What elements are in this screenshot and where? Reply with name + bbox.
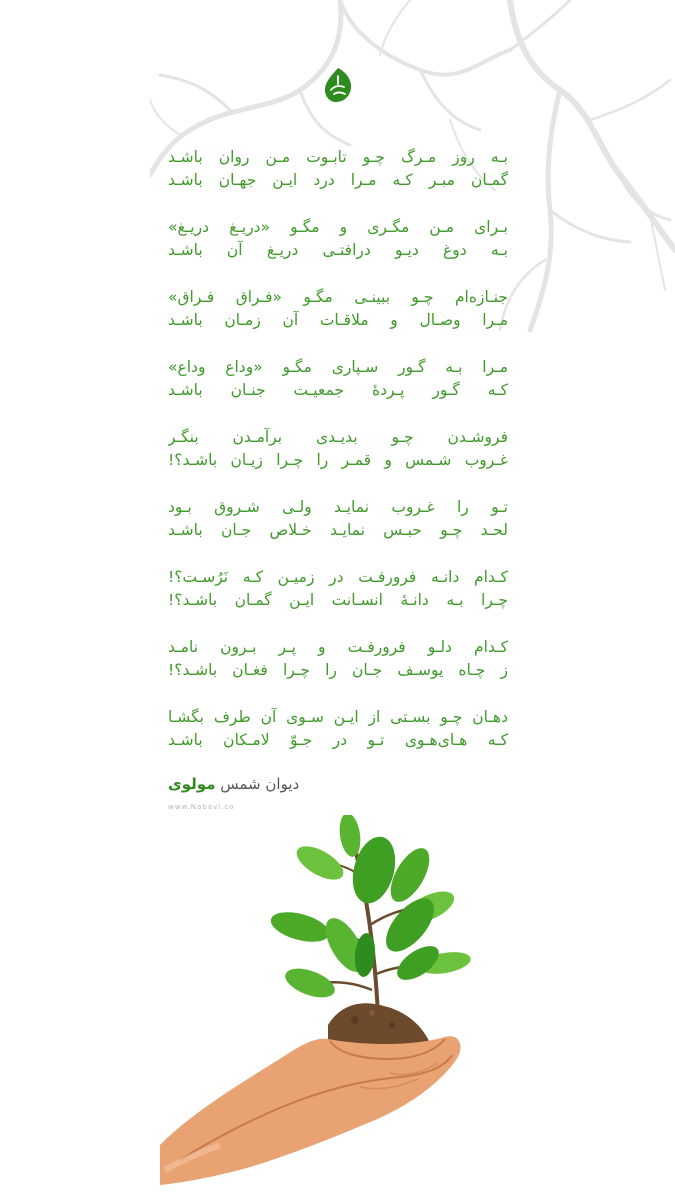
poem-line: بـرای مـن مگـری و مگـو «دریـغ دریـغ» [168, 218, 508, 236]
poem-line: گمـان مبـر کـه مـرا درد ایـن جهـان باشـد [168, 171, 508, 189]
poem-line: کـه گـور پـردهٔ جمعیـت جنـان باشـد [168, 381, 508, 399]
poem-line: لحـد چـو حبـس نمایـد خـلاص جـان باشـد [168, 521, 508, 539]
poem-line: بـه روز مـرگ چـو تابـوت مـن روان باشـد [168, 148, 508, 166]
poem-line: مـرا وصـال و ملاقـات آن زمـان باشـد [168, 311, 508, 329]
website-watermark: www.Nabavi.co [168, 803, 235, 811]
poem-line: غـروب شـمس و قمـر را چـرا زیـان باشـد؟! [168, 451, 508, 469]
poem-line: تـو را غـروب نمایـد ولـی شـروق بـود [168, 498, 508, 516]
poet-name: مولوی [168, 775, 216, 793]
poem-line: بـه دوغ دیـو درافتـی دریـغ آن باشـد [168, 241, 508, 259]
stanza-4 [168, 356, 508, 402]
poem-line: کـه هـای‌هـوی تـو در جـوّ لامـکان باشـد [168, 731, 508, 749]
stanza-1 [168, 146, 508, 192]
poem-line: دهـان چـو بسـتی از ایـن سـوی آن طرف بگشـا [168, 708, 508, 726]
stanza-3 [168, 286, 508, 332]
stanza-6 [168, 496, 508, 542]
poem-line: ز چـاه یوسـف جـان را چـرا فغـان باشـد؟! [168, 661, 508, 679]
stanza-9 [168, 706, 508, 752]
poem-line: چـرا بـه دانـهٔ انسـانت ایـن گمـان باشـد؟! [168, 591, 508, 609]
poem-line: کـدام دانـه فرورفـت در زمیـن کـه نَرُسـت؟! [168, 568, 508, 586]
book-title: دیوان شمس [220, 775, 300, 793]
poem [168, 146, 508, 776]
stanza-5 [168, 426, 508, 472]
poem-line: کـدام دلـو فرورفـت و پـر بـرون نامـد [168, 638, 508, 656]
stanza-7 [168, 566, 508, 612]
hands-holding-sapling-illustration [160, 815, 490, 1185]
poem-source [168, 775, 299, 793]
poem-line: مـرا بـه گـور سـپاری مگـو «وداع وداع» [168, 358, 508, 376]
calligraphy-logo-icon [322, 66, 354, 104]
poem-line: جنـازه‌ام چـو ببینـی مگـو «فـراق فـراق» [168, 288, 508, 306]
stanza-2 [168, 216, 508, 262]
stanza-8 [168, 636, 508, 682]
poem-line: فروشـدن چـو بدیـدی برآمـدن بنگـر [168, 428, 508, 446]
